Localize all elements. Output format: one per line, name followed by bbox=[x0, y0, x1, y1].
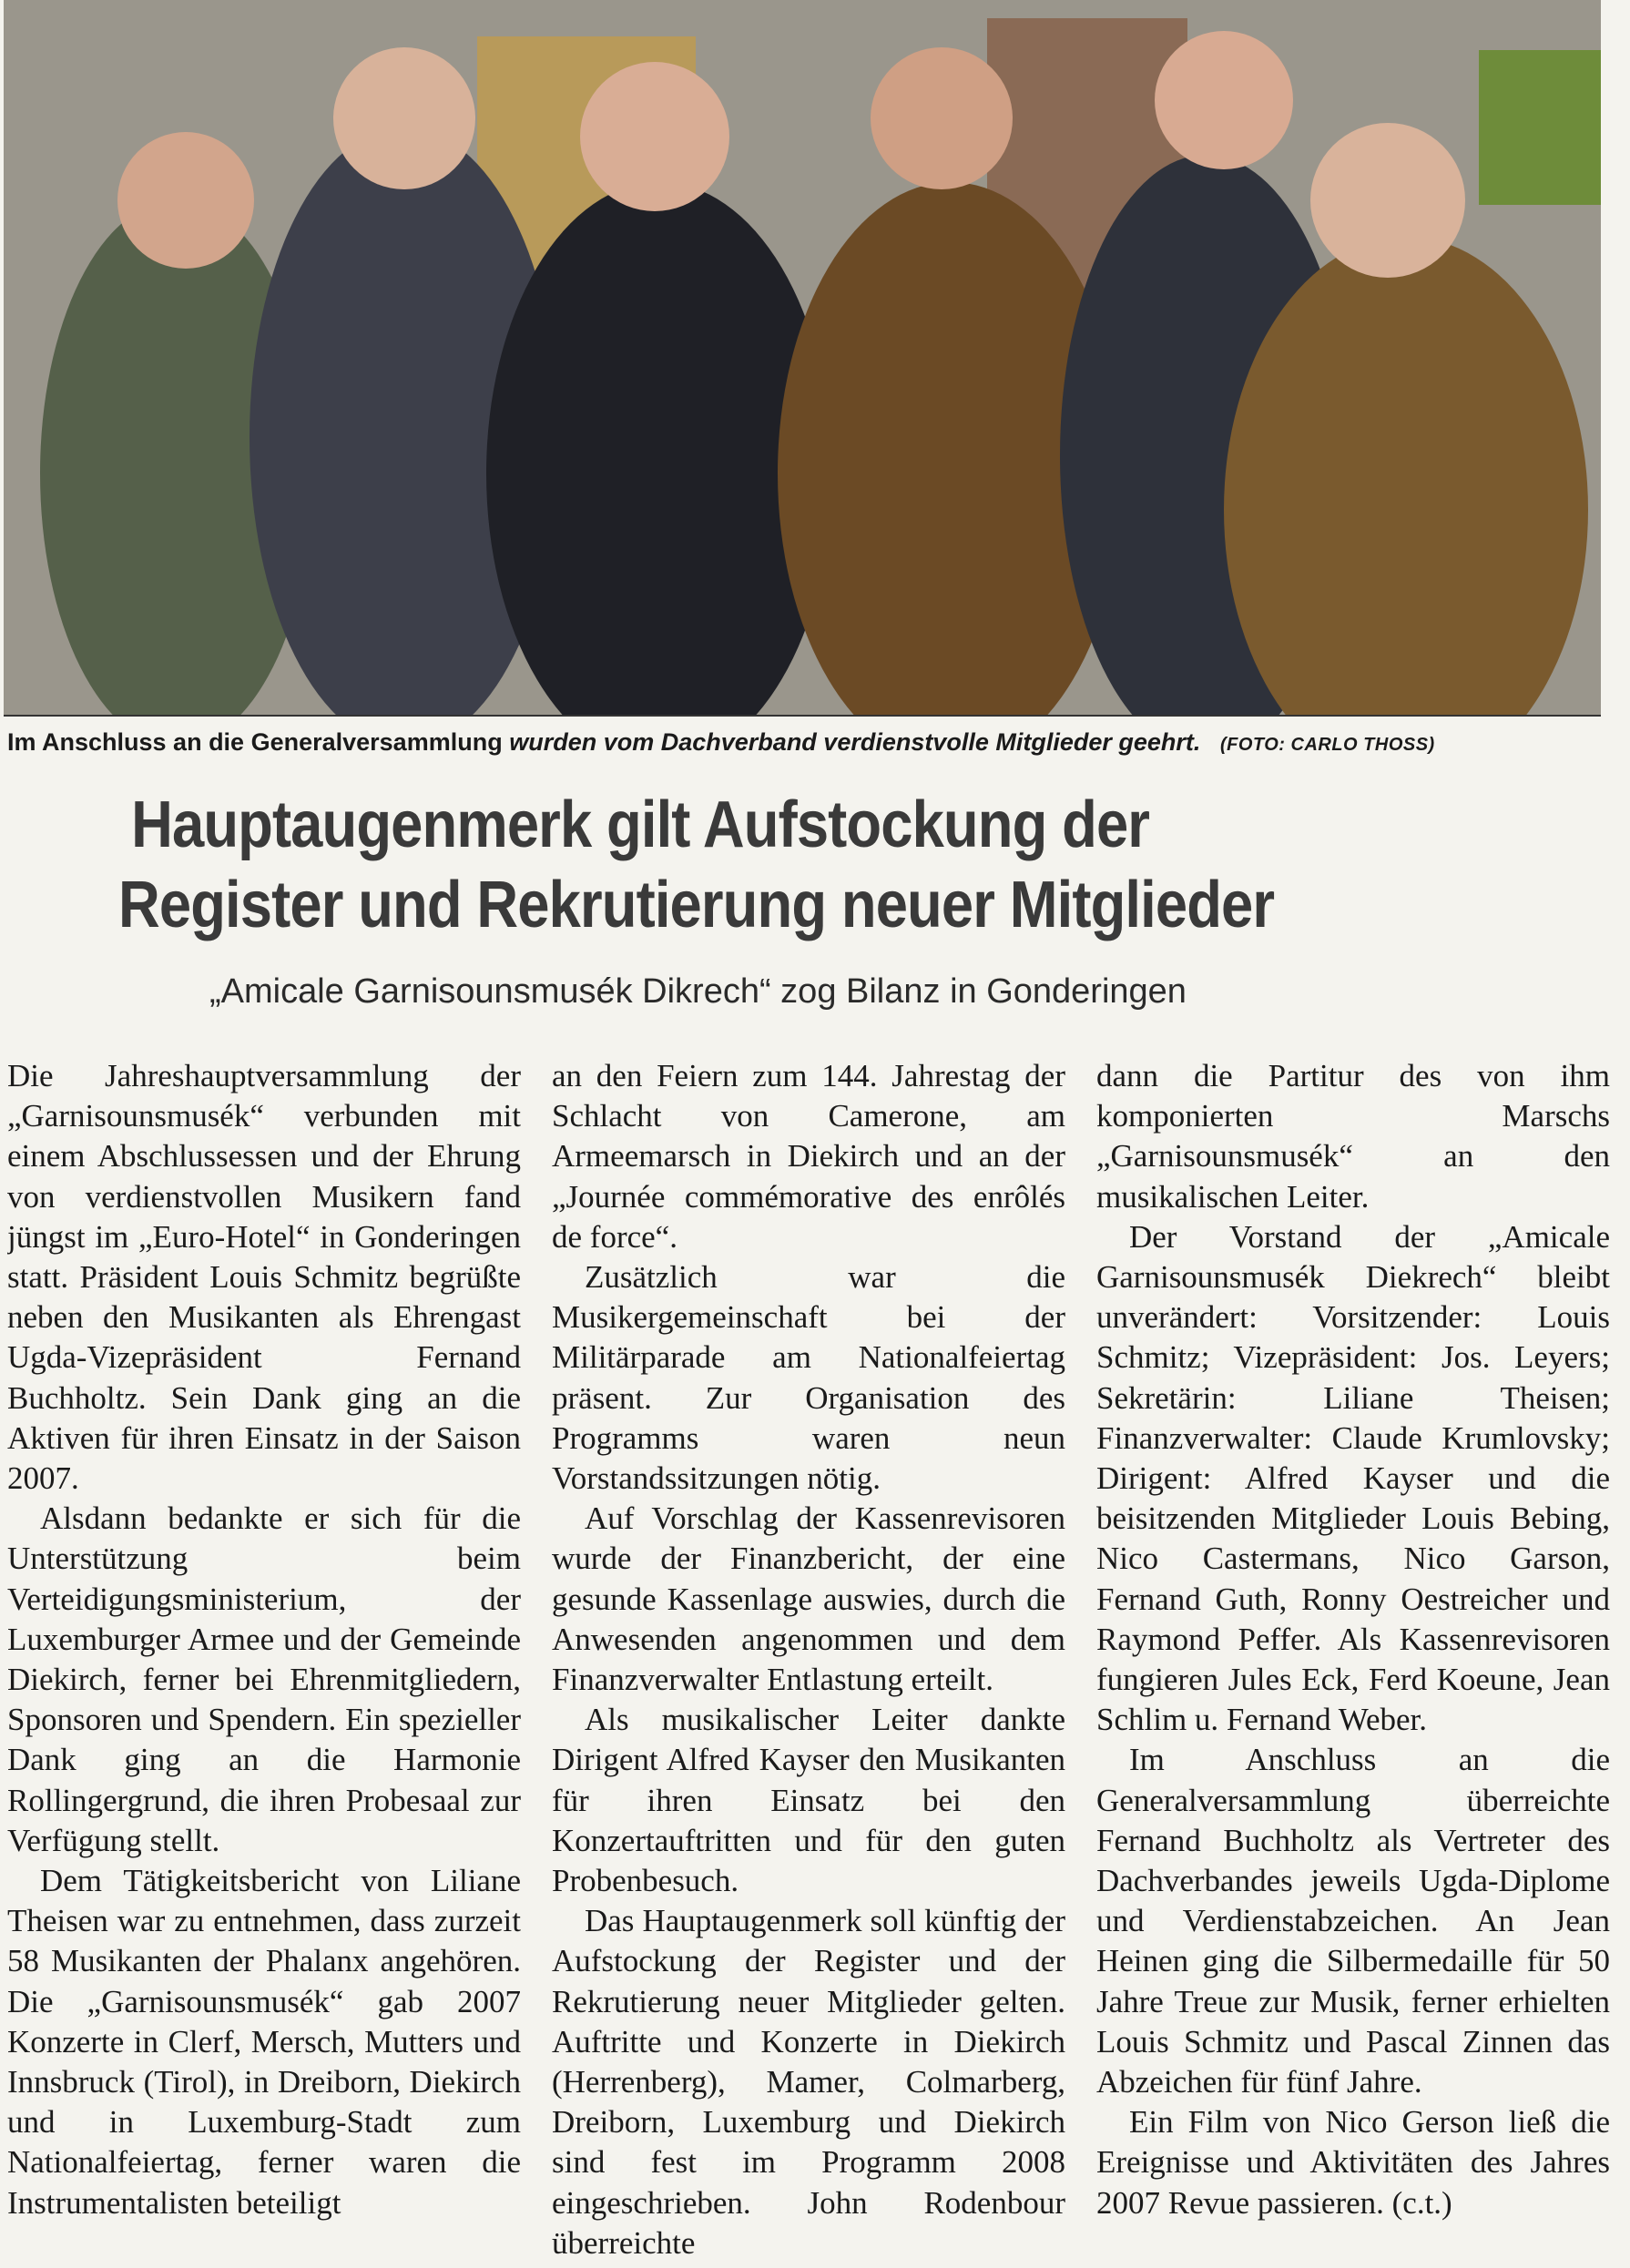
paragraph: Auf Vorschlag der Kassenrevisoren wurde der Finanzbericht, der eine gesunde Kassenlage auswies, durch die Anwesenden angenommen und dem Finanzverwalter Entlastung erteilt. bbox=[552, 1500, 1065, 1698]
paragraph: Ein Film von Nico Gerson ließ die Ereignisse und Aktivitäten des Jahres 2007 Revue passieren. (c.t.) bbox=[1096, 2104, 1610, 2221]
paragraph: Zusätzlich war die Musikergemeinschaft bei der Militärparade am Nationalfeiertag präsent. Zur Organisation des Programms waren neun Vorstandssitzungen nötig. bbox=[552, 1259, 1065, 1497]
paragraph: Dem Tätigkeitsbericht von Liliane Theisen war zu entnehmen, dass zurzeit 58 Musikanten der Phalanx angehören. Die „Garnisounsmusék“ gab 2007 Konzerte in Clerf, Mersch, Mutters und Innsbruck (Tirol), in Dreiborn, Diekirch und in Luxemburg-Stadt zum Nationalfeiertag, ferner waren die Instrumentalisten beteiligt bbox=[7, 1863, 521, 2221]
headline-line-1: Hauptaugenmerk gilt Aufstockung der bbox=[131, 788, 1150, 861]
paragraph: Als musikalischer Leiter dankte Dirigent Alfred Kayser den Musikanten für ihren Einsatz bei den Konzertauftritten und für den guten Probenbesuch. bbox=[552, 1702, 1065, 1899]
photo-caption bbox=[7, 727, 1610, 760]
paragraph: Die Jahreshauptversammlung der „Garnisounsmusék“ verbunden mit einem Abschlussessen und der Ehrung von verdienstvollen Musikern fand jüngst im „Euro-Hotel“ in Gonderingen statt. Präsident Louis Schmitz begrüßte neben den Musikanten als Ehrengast Ugda-Vizepräsident Fernand Buchholtz. Sein Dank ging an die Aktiven für ihren Einsatz in der Saison 2007. bbox=[7, 1058, 521, 1497]
paragraph: dann die Partitur des von ihm komponierten Marschs „Garnisounsmusék“ an den musikalischen Leiter. bbox=[1096, 1058, 1610, 1215]
article-body bbox=[7, 1056, 1614, 2263]
column-3 bbox=[1096, 1056, 1610, 2263]
paragraph: Der Vorstand der „Amicale Garnisounsmusék Diekrech“ bleibt unverändert: Vorsitzender: Louis Schmitz; Vizepräsident: Jos. Leyers; Sekretärin: Liliane Theisen; Finanzverwalter: Claude Krumlovsky; Dirigent: Alfred Kayser und die beisitzenden Mitglieder Louis Bebing, Nico Castermans, Nico Garson, Fernand Guth, Ronny Oestreicher und Raymond Peffer. Als Kassenrevisoren fungieren Jules Eck, Ferd Koeune, Jean Schlim u. Fernand Weber. bbox=[1096, 1218, 1610, 1738]
caption-text: wurden vom Dachverband verdienstvolle Mitglieder geehrt. bbox=[509, 728, 1201, 756]
subheadline: „Amicale Garnisounsmusék Dikrech“ zog Bilanz in Gonderingen bbox=[209, 972, 1187, 1011]
paragraph: Das Hauptaugenmerk soll künftig der Aufstockung der Register und der Rekrutierung neuer Mitglieder gelten. Auftritte und Konzerte in Diekirch (Herrenberg), Mamer, Colmarberg, Dreiborn, Luxemburg und Diekirch sind fest im Programm 2008 eingeschrieben. John Rodenbour überreichte bbox=[552, 1903, 1065, 2261]
headline bbox=[118, 785, 1369, 945]
headline-line-2: Register und Rekrutierung neuer Mitglieder bbox=[118, 869, 1275, 941]
article-photo bbox=[4, 0, 1601, 717]
group-photo-icon bbox=[4, 0, 1601, 715]
column-1 bbox=[7, 1056, 521, 2263]
column-2 bbox=[552, 1056, 1065, 2263]
caption-lead: Im Anschluss an die Generalversammlung bbox=[7, 728, 503, 756]
paragraph: an den Feiern zum 144. Jahrestag der Schlacht von Camerone, am Armeemarsch in Diekirch und an der „Journée commémorative des enrôlés de force“. bbox=[552, 1058, 1065, 1255]
photo-credit: (FOTO: CARLO THOSS) bbox=[1219, 735, 1435, 755]
paragraph: Alsdann bedankte er sich für die Unterstützung beim Verteidigungsministerium, der Luxemburger Armee und der Gemeinde Diekirch, ferner bei Ehrenmitgliedern, Sponsoren und Spendern. Ein spezieller Dank ging an die Harmonie Rollingergrund, die ihren Probesaal zur Verfügung stellt. bbox=[7, 1500, 521, 1858]
paragraph: Im Anschluss an die Generalversammlung überreichte Fernand Buchholtz als Vertreter des Dachverbandes jeweils Ugda-Diplome und Verdienstabzeichen. An Jean Heinen ging die Silbermedaille für 50 Jahre Treue zur Musik, ferner erhielten Louis Schmitz und Pascal Zinnen das Abzeichen für fünf Jahre. bbox=[1096, 1742, 1610, 2100]
